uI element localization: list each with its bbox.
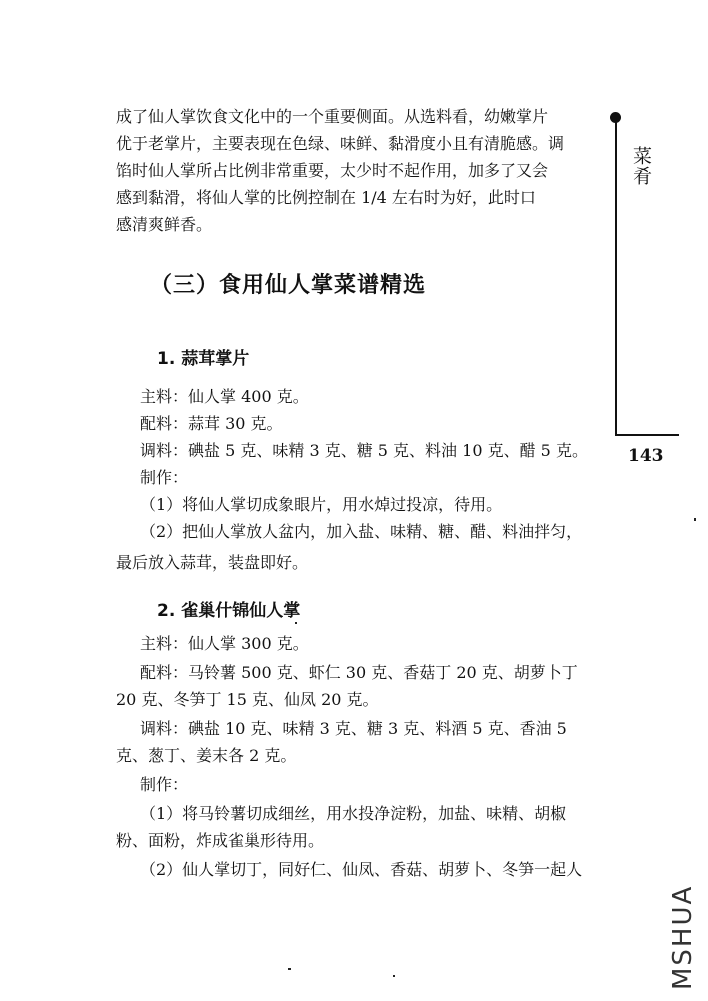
page-number: 143 (628, 446, 664, 466)
main-ingredient-line: 主料：仙人掌 400 克。 (140, 387, 309, 406)
chapter-side-label: 菜肴 (630, 146, 652, 186)
side-ingredient-line: 配料：马铃薯 500 克、虾仁 30 克、香菇丁 20 克、胡萝卜丁 (140, 663, 578, 682)
method-label: 制作： (140, 775, 189, 794)
scan-speck (393, 975, 395, 977)
recipe1-body (140, 383, 610, 545)
intro-line: 优于老掌片，主要表现在色绿、味鲜、黏滑度小且有清脆感。调 (116, 134, 565, 153)
intro-line: 感清爽鲜香。 (116, 215, 213, 234)
side-ingredient-line: 配料：蒜茸 30 克。 (140, 414, 283, 433)
step-line: （1）将马铃薯切成细丝，用水投净淀粉，加盐、味精、胡椒 (140, 804, 567, 823)
scan-speck (288, 968, 291, 970)
intro-line: 感到黏滑，将仙人掌的比例控制在 1/4 左右时为好，此时口 (116, 188, 536, 207)
seasoning-continuation: 克、葱丁、姜末各 2 克。 (116, 746, 297, 765)
margin-vertical-rule (615, 118, 617, 436)
scan-speck (694, 518, 696, 521)
watermark: MSHUA (668, 884, 698, 990)
margin-horizontal-rule (615, 434, 679, 436)
seasoning-line: 调料：碘盐 5 克、味精 3 克、糖 5 克、料油 10 克、醋 5 克。 (140, 441, 588, 460)
recipe-title: 1. 蒜茸掌片 (157, 349, 250, 369)
intro-paragraph (116, 103, 600, 238)
recipe2-main: 主料：仙人掌 300 克。 (140, 634, 309, 653)
step-line: （2）把仙人掌放人盆内，加入盐、味精、糖、醋、料油拌匀， (140, 522, 583, 541)
method-label: 制作： (140, 468, 189, 487)
step-line: （2）仙人掌切丁，同好仁、仙凤、香菇、胡萝卜、冬笋一起人 (140, 860, 583, 879)
recipe-title: 2. 雀巢什锦仙人掌 (157, 601, 301, 621)
step-line: （1）将仙人掌切成象眼片，用水焯过投凉，待用。 (140, 495, 503, 514)
side-ingredient-continuation: 20 克、冬笋丁 15 克、仙凤 20 克。 (116, 690, 379, 709)
step-continuation: 粉、面粉，炸成雀巢形待用。 (116, 831, 325, 850)
section-heading: （三）食用仙人掌菜谱精选 (150, 273, 427, 298)
intro-line: 馅时仙人掌所占比例非常重要，太少时不起作用，加多了又会 (116, 161, 549, 180)
recipe1-step-continuation: 最后放入蒜茸，装盘即好。 (116, 553, 309, 572)
scan-speck (295, 622, 297, 624)
seasoning-line: 调料：碘盐 10 克、味精 3 克、糖 3 克、料酒 5 克、香油 5 (140, 719, 567, 738)
intro-line: 成了仙人掌饮食文化中的一个重要侧面。从选料看，幼嫩掌片 (116, 107, 549, 126)
